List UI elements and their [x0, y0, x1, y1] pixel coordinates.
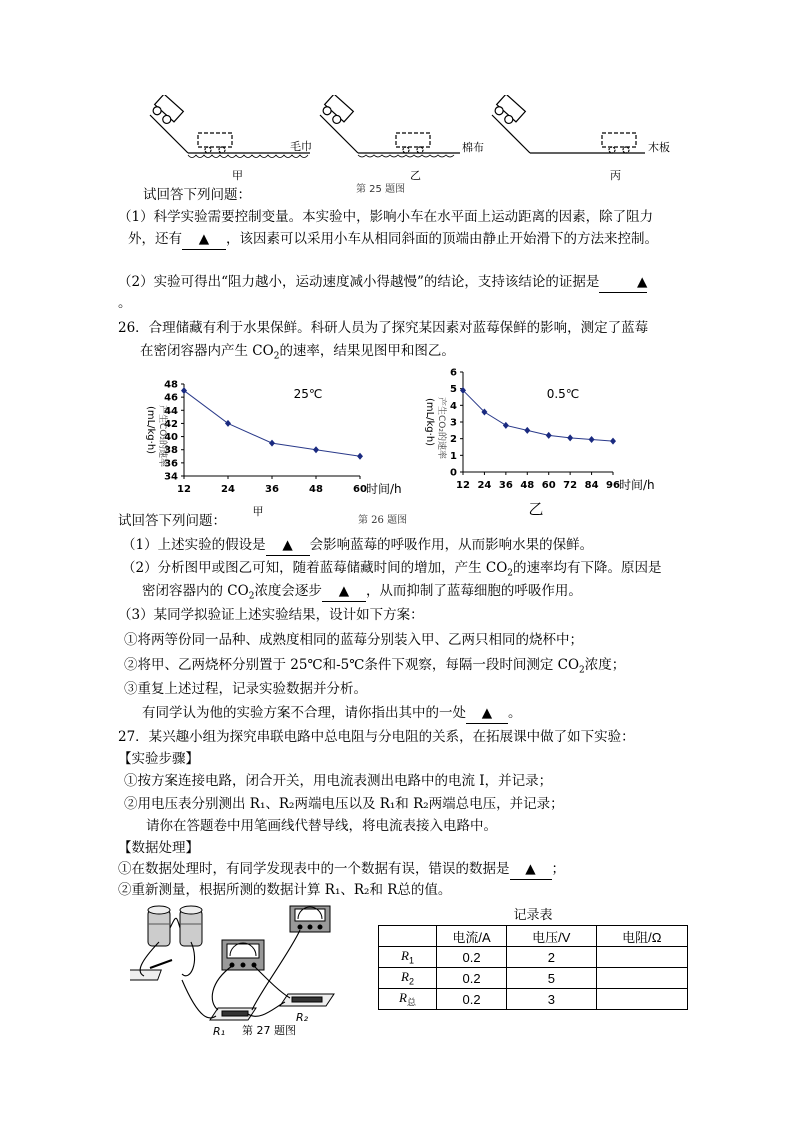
- series-line: [463, 390, 613, 441]
- chart-title: 0.5℃: [546, 387, 580, 401]
- cell-current: 0.2: [437, 947, 507, 968]
- q25-p1-line1: （1）科学实验需要控制变量。本实验中，影响小车在水平面上运动距离的因素，除了阻力: [118, 209, 654, 225]
- y-tick-label: 38: [164, 445, 178, 457]
- cell-current: 0.2: [437, 968, 507, 989]
- y-axis-label-unit: (mL/kg·h): [145, 405, 156, 455]
- cell-voltage: 5: [507, 968, 597, 989]
- row-label-r: R: [399, 989, 407, 1005]
- data-point: [269, 440, 275, 447]
- fig-label-r2: R₂: [296, 1011, 309, 1024]
- voltmeter-icon: [290, 906, 330, 932]
- q25-p2-line1: [118, 272, 647, 293]
- q26-s1: ①将两等份同一品种、成熟度相同的蓝莓分别装入甲、乙两只相同的烧杯中；: [124, 632, 583, 648]
- cell-voltage: 3: [507, 989, 597, 1010]
- q26-line2-b: 的速率，结果见图甲和图乙。: [279, 343, 455, 359]
- label-yi: 乙: [410, 169, 421, 182]
- cell-resistance[interactable]: [596, 947, 687, 968]
- resistor-r2-icon: [280, 994, 334, 1006]
- q25-answer-blank-2[interactable]: ▲: [599, 272, 647, 293]
- q26-intro: 试回答下列问题：: [118, 513, 226, 529]
- q26-line2-sub: 2: [273, 351, 280, 362]
- row-label: [379, 968, 437, 989]
- q25-p2-line2: 。: [118, 295, 132, 311]
- data-point: [524, 427, 530, 434]
- battery-2-icon: [180, 906, 202, 946]
- data-point: [610, 438, 616, 445]
- q27-steps-title: 【实验步骤】: [118, 751, 199, 767]
- resistor-r1-icon: [210, 1008, 256, 1020]
- q26-a2-d: 浓度会逐步: [254, 583, 322, 599]
- q26-s4: [142, 703, 522, 724]
- battery-1-icon: [148, 906, 170, 946]
- q26-a2-c-sub: 2: [248, 591, 255, 602]
- chart-yi: [418, 366, 678, 518]
- q26-a2-b: 的速率均有下降。原因是: [513, 560, 662, 576]
- cell-voltage: 2: [507, 947, 597, 968]
- q26-s2-sub: 2: [579, 665, 585, 676]
- y-tick-label: 3: [450, 417, 457, 429]
- q26-a3: （3）某同学拟验证上述实验结果，设计如下方案：: [118, 607, 424, 623]
- table-header-cell: [379, 926, 437, 947]
- data-point: [181, 387, 187, 394]
- q25-intro: 试回答下列问题：: [143, 187, 251, 203]
- y-axis-label-text: 产生CO₂的速率: [157, 405, 167, 467]
- ramp-yi: [320, 95, 460, 157]
- q27-d1: [118, 859, 565, 880]
- q26-s2-b: 浓度；: [584, 657, 626, 673]
- q26-answer-blank-1[interactable]: ▲: [266, 535, 310, 556]
- q26-a1-b: 会影响蓝莓的呼吸作用，从而影响水果的保鲜。: [309, 537, 594, 553]
- x-tick-label: 24: [221, 484, 235, 495]
- q26-s4-b: 。: [508, 705, 522, 721]
- q26-answer-blank-2[interactable]: ▲: [322, 581, 366, 602]
- data-point: [567, 434, 573, 441]
- x-tick-label: 12: [456, 480, 470, 491]
- chart-caption: 甲: [252, 505, 264, 518]
- data-point: [313, 446, 319, 453]
- table-header-row: [379, 926, 688, 947]
- data-point: [589, 436, 595, 443]
- q26-a2-a: （2）分析图甲或图乙可知，随着蓝莓储藏时间的增加，产生 CO: [122, 560, 508, 576]
- data-point: [357, 453, 363, 460]
- q26-line2: [140, 341, 455, 367]
- q26-line2-a: 在密闭容器内产生 CO: [140, 343, 274, 359]
- cell-resistance[interactable]: [596, 968, 687, 989]
- q25-caption: 第 25 题图: [356, 184, 406, 195]
- x-tick-label: 36: [265, 484, 279, 495]
- q27-data-title: 【数据处理】: [118, 840, 199, 856]
- x-tick-label: 72: [563, 480, 578, 491]
- switch-icon: [130, 960, 172, 980]
- q26-s3: ③重复上述过程，记录实验数据并分析。: [124, 681, 367, 697]
- ramp-jia: [150, 95, 310, 158]
- q27-d1-a: ①在数据处理时，有同学发现表中的一个数据有误，错误的数据是: [118, 861, 510, 877]
- row-label-sub: 1: [408, 955, 414, 966]
- chart-title: 25℃: [293, 387, 323, 401]
- q25-figure: [140, 95, 680, 195]
- table-title: 记录表: [513, 907, 553, 922]
- q26-s2-a: ②将甲、乙两烧杯分别置于 25℃和-5℃条件下观察，每隔一段时间测定 CO: [124, 657, 580, 673]
- label-jia: 甲: [232, 169, 243, 182]
- y-tick-label: 44: [164, 405, 178, 417]
- x-tick-label: 48: [520, 480, 535, 491]
- q25-p1-text-b: ，该因素可以采用小车从相同斜面的顶端由静止开始滑下的方法来控制。: [226, 231, 658, 247]
- row-label: [379, 989, 437, 1010]
- x-axis-label: 时间/h: [619, 478, 655, 492]
- q26-a2-sub: 2: [507, 568, 514, 579]
- table-row: [379, 947, 688, 968]
- q25-p1-line2: [128, 229, 658, 250]
- q26-a2-c: 密闭容器内的 CO: [142, 583, 249, 599]
- q27-d1-b: ；: [551, 861, 565, 877]
- row-label-r: R: [401, 969, 409, 985]
- q26-s4-a: 有同学认为他的实验方案不合理，请你指出其中的一处: [142, 705, 466, 721]
- data-point: [225, 420, 231, 427]
- label-mu-ban: 木板: [648, 141, 670, 154]
- q26-a1: [122, 535, 593, 556]
- cell-resistance[interactable]: [596, 989, 687, 1010]
- label-mao-jin: 毛巾: [290, 140, 312, 153]
- x-axis-label: 时间/h: [366, 482, 402, 496]
- y-tick-label: 4: [450, 400, 457, 412]
- q27-step3: 请你在答题卷中用笔画线代替导线，将电流表接入电路中。: [146, 818, 497, 834]
- y-tick-label: 36: [164, 458, 178, 470]
- x-tick-label: 12: [177, 484, 191, 495]
- q26-s2: [124, 655, 625, 681]
- x-tick-label: 60: [541, 480, 556, 491]
- table-header-cell: 电流/A: [437, 926, 507, 947]
- row-label-sub: 总: [406, 997, 416, 1008]
- x-tick-label: 48: [309, 484, 323, 495]
- label-mian-bu: 棉布: [462, 141, 484, 154]
- q27-circuit-figure: [130, 902, 345, 1042]
- row-label: [379, 947, 437, 968]
- q25-p1-text-a: 外，还有: [128, 231, 182, 247]
- q26-a2-e: ，从而抑制了蓝莓细胞的呼吸作用。: [365, 583, 582, 599]
- x-tick-label: 60: [353, 484, 367, 495]
- ramp-bing: [492, 95, 645, 153]
- fig-label-r1: R₁: [213, 1025, 226, 1038]
- x-tick-label: 96: [606, 480, 620, 491]
- q27-d2: ②重新测量，根据所测的数据计算 R₁、R₂和 R总的值。: [118, 882, 452, 898]
- table-row: [379, 968, 688, 989]
- data-point: [503, 422, 509, 429]
- q27-step1: ①按方案连接电路，闭合开关，用电流表测出电路中的电流 I，并记录；: [124, 773, 553, 789]
- q26-a2-line1: [122, 558, 662, 584]
- y-tick-label: 46: [164, 392, 178, 404]
- y-tick-label: 6: [450, 367, 457, 379]
- y-tick-label: 40: [164, 432, 178, 444]
- q27-line1: 27．某兴趣小组为探究串联电路中总电阻与分电阻的关系，在拓展课中做了如下实验：: [118, 729, 635, 745]
- y-tick-label: 48: [164, 379, 178, 391]
- data-point: [546, 432, 552, 439]
- q26-answer-blank-3[interactable]: ▲: [466, 703, 508, 724]
- cell-current: 0.2: [437, 989, 507, 1010]
- q27-step2: ②用电压表分别测出 R₁、R₂两端电压以及 R₁和 R₂两端总电压，并记录；: [124, 796, 564, 812]
- y-tick-label: 2: [450, 434, 457, 446]
- chart-jia: [128, 368, 418, 518]
- q27-answer-blank[interactable]: ▲: [510, 859, 552, 880]
- q25-p2-text: （2）实验可得出“阻力越小，运动速度减小得越慢”的结论，支持该结论的证据是: [118, 274, 600, 290]
- y-tick-label: 34: [164, 471, 178, 483]
- chart-caption: 乙: [528, 500, 544, 518]
- table-header-cell: 电压/V: [507, 926, 597, 947]
- y-tick-label: 0: [450, 467, 457, 479]
- row-label-sub: 2: [408, 976, 414, 987]
- y-axis-label-unit: (mL/kg·h): [424, 397, 435, 447]
- q26-a1-a: （1）上述实验的假设是: [122, 537, 266, 553]
- y-tick-label: 5: [450, 384, 457, 396]
- table-header-cell: 电阻/Ω: [596, 926, 687, 947]
- q26-line1: 26．合理储藏有利于水果保鲜。科研人员为了探究某因素对蓝莓保鲜的影响，测定了蓝莓: [118, 320, 649, 336]
- row-label-r: R: [401, 948, 409, 964]
- x-tick-label: 24: [477, 480, 492, 491]
- q25-answer-blank-1[interactable]: ▲: [182, 229, 226, 250]
- y-tick-label: 42: [164, 418, 178, 430]
- record-table: [378, 925, 688, 1010]
- q27-caption: 第 27 题图: [242, 1024, 296, 1037]
- q26-caption: 第 26 题图: [358, 515, 408, 526]
- ammeter-icon: [222, 940, 264, 970]
- table-row: [379, 989, 688, 1010]
- x-tick-label: 36: [498, 480, 513, 491]
- x-tick-label: 84: [584, 480, 599, 491]
- label-bing: 丙: [610, 169, 621, 182]
- q26-a2-line2: [142, 581, 582, 607]
- y-tick-label: 1: [450, 450, 457, 462]
- y-axis-label-text: 产生CO₂的速率: [436, 397, 446, 459]
